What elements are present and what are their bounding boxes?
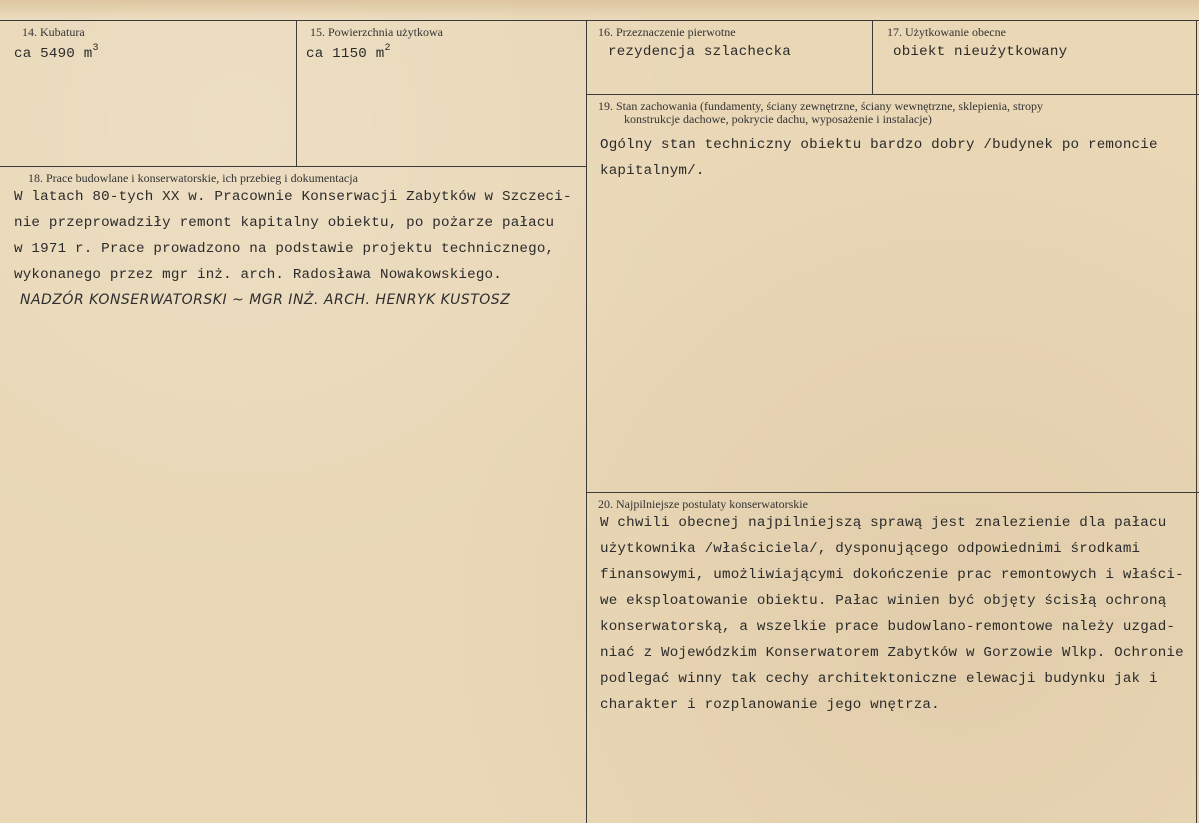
center-divider [586, 20, 587, 823]
postulaty-line: podlegać winny tak cechy architektoniczne elewacji budynku jak i [600, 671, 1158, 687]
stan-zachowania-label: 19. Stan zachowania (fundamenty, ściany zewnętrzne, ściany wewnętrzne, sklepienia, stropy [598, 99, 1044, 113]
uzytkowanie-value: obiekt nieużytkowany [893, 44, 1068, 60]
paper-edge [0, 0, 1199, 18]
rule-under-14-15 [0, 166, 586, 167]
powierzchnia-unit-exponent: 2 [384, 43, 391, 54]
prace-line: w 1971 r. Prace prowadzono na podstawie projektu technicznego, [14, 241, 555, 257]
handwritten-note: NADZÓR KONSERWATORSKI ~ MGR INŻ. ARCH. HENRYK KUSTOSZ [20, 292, 511, 308]
prace-line: wykonanego przez mgr inż. arch. Radosława Nowakowskiego. [14, 267, 502, 283]
prace-line: W latach 80-tych XX w. Pracownie Konserwacji Zabytków w Szczeci- [14, 189, 572, 205]
kubatura-unit-exponent: 3 [92, 43, 99, 54]
postulaty-line: niać z Wojewódzkim Konserwatorem Zabytków w Gorzowie Wlkp. Ochronie [600, 645, 1184, 661]
stan-zachowania-label-cont: konstrukcje dachowe, pokrycie dachu, wyposażenie i instalacje) [624, 112, 932, 126]
top-rule [0, 20, 1199, 21]
postulaty-line: we eksploatowanie obiektu. Pałac winien być objęty ścisłą ochroną [600, 593, 1167, 609]
kubatura-value [14, 43, 99, 62]
powierzchnia-label: 15. Powierzchnia użytkowa [310, 25, 443, 39]
postulaty-line: użytkownika /właściciela/, dysponującego odpowiednimi środkami [600, 541, 1141, 557]
prace-budowlane-label: 18. Prace budowlane i konserwatorskie, ich przebieg i dokumentacja [28, 171, 358, 185]
rule-above-20 [586, 492, 1199, 493]
postulaty-text [600, 510, 1184, 718]
przeznaczenie-value: rezydencja szlachecka [608, 44, 791, 60]
postulaty-line: konserwatorską, a wszelkie prace budowlano-remontowe należy uzgad- [600, 619, 1176, 635]
postulaty-label: 20. Najpilniejsze postulaty konserwatorskie [598, 497, 808, 511]
prace-line: nie przeprowadziły remont kapitalny obiektu, po pożarze pałacu [14, 215, 555, 231]
powierzchnia-number: ca 1150 m [306, 46, 385, 62]
powierzchnia-value [306, 43, 391, 62]
stan-zachowania-text [600, 132, 1158, 184]
stan-line: kapitalnym/. [600, 163, 705, 179]
prace-budowlane-text [14, 184, 572, 288]
rule-under-16-17 [586, 94, 1199, 95]
kubatura-number: ca 5490 m [14, 46, 93, 62]
postulaty-line: charakter i rozplanowanie jego wnętrza. [600, 697, 940, 713]
right-edge-rule [1196, 20, 1197, 823]
divider-16-17 [872, 20, 873, 94]
divider-14-15 [296, 20, 297, 166]
postulaty-line: finansowymi, umożliwiającymi dokończenie prac remontowych i właści- [600, 567, 1184, 583]
przeznaczenie-label: 16. Przeznaczenie pierwotne [598, 25, 736, 39]
stan-line: Ogólny stan techniczny obiektu bardzo dobry /budynek po remoncie [600, 137, 1158, 153]
kubatura-label: 14. Kubatura [22, 25, 85, 39]
uzytkowanie-label: 17. Użytkowanie obecne [887, 25, 1006, 39]
postulaty-line: W chwili obecnej najpilniejszą sprawą jest znalezienie dla pałacu [600, 515, 1167, 531]
